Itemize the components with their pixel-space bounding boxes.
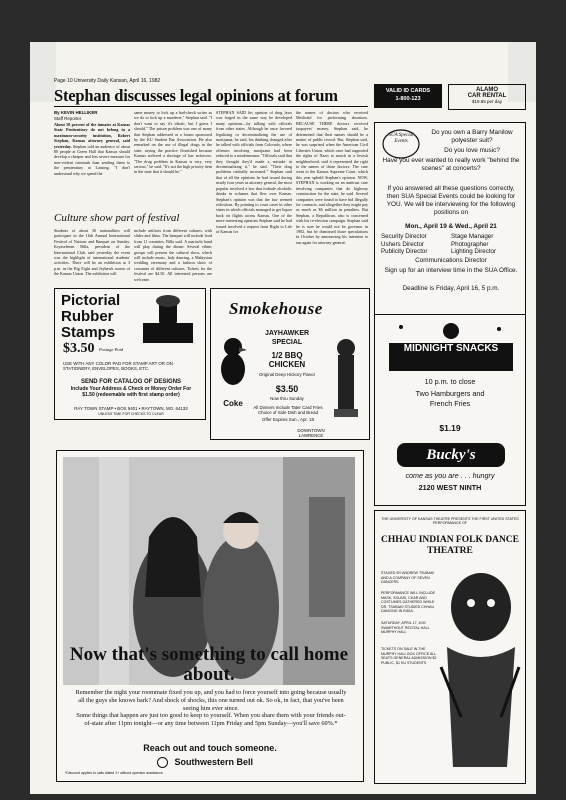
snacks-deal-2: French Fries [429, 399, 471, 408]
bell-copy-2: Some things that happen are just too good to keep to yourself. When you share them with your friends out-of-state after 11pm tonight—or any time between 11pm Friday and 5pm Sunday—you'll save 60%.* [76, 712, 346, 728]
article-column-2: same money to lock up a bad-check writer as we do to lock up a murderer," Stephan said. "I don't want to say it's idiotic, but I guess I should." The prison problem was one of many that Stephan addressed at a forum sponsored by the KU Student Bar Association. He also remarked on the use of illegal drugs in the state, saying the practice flourished because Kansas suffered a shortage of law enforcers. "The drug problem in Kansas is very, very serious," he said. "It's not the high priority item in the state that it should be." [134, 110, 212, 175]
sua-communications: Communications Director [415, 257, 487, 264]
byline-name: By KEVIN HELLIKER [54, 110, 98, 115]
culture-column-2: include artifacts from different cultures, with slides and films. The banquet will include food from 11 countries. Billa said. A mariachi band will play during the dinner. Several ethnic groups will present the cultural show, which will include music, lady dancing, a Malaysian wedding ceremony and a fashion show of costumes of different cultures. Tickets for the festival are $4.50. All interested persons are welcome. [134, 228, 212, 282]
article-column-3: STEPHAN SAID his opinion of drug laws was forged in the same way he developed many opinions—by talking with officials from other states. Although he once favored legalizing or decriminalizing the use of marijuana, he said, his thinking changed after he talked with officials from Colorado, where offenses involving marijuana had been reduced to a misdemeanor. "Officials said that they thought they'd made a mistake in decriminalizing it," he said. "Their drug problems radically increased." Stephan said that of all the opinions he had issued during nearly four years as attorney general, the most popular involved a law that forbade alcoholic drinks in volumes that flew over Kansas. Stephan's opinion was that the law seemed ridiculous. By pointing to court cases in other states in which officials managed to get liquor back on flights across Kansas. One of the more interesting opinions Stephan said he had issued involved a request from Right to Life of Kansas for [216, 110, 292, 234]
article-column-1 [54, 122, 130, 208]
sua-position: Stage Manager [451, 233, 494, 240]
smokehouse-special-1: JAYHAWKER [264, 330, 310, 337]
chhau-title: CHHAU INDIAN FOLK DANCE THEATRE [380, 535, 520, 556]
smokehouse-includes: All Dinners Include Tater Card Fries Choice of Side Dish and Bread [253, 405, 323, 416]
chef-statue-icon [329, 333, 363, 429]
article-lead: About 50 percent of the inmates at Kansas State Penitentiary do not belong in a maximum-security institution, Robert Stephan, Kansas attorney general, said yesterday. [54, 122, 130, 149]
valid-line-1: VALID ID CARDS [385, 88, 431, 94]
newspaper-page [30, 42, 536, 794]
stamps-usage: USE WITH ANY COLOR PAD FOR STAMP ART OR ON STATIONERY, ENVELOPES, BOOKS, ETC. [63, 361, 173, 372]
stamps-address: RAY TOWN STAMP • BOX 9401 • RAYTOWN, MO. 64133 [74, 406, 188, 411]
smokehouse-ad [210, 288, 370, 440]
sua-question-3: Have you ever wanted to really work "behind the scenes" at concerts? [382, 157, 520, 172]
valid-id-cards-ad [374, 84, 442, 108]
smokehouse-logo: Smokehouse [229, 299, 323, 318]
sua-positions-list [381, 233, 521, 256]
dancer-mask-illustration [437, 567, 523, 777]
sua-question-1: Do you own a Barry Manilow polyester suit? [431, 129, 513, 144]
stamps-ad-title: Pictorial Rubber Stamps [61, 292, 121, 341]
byline-role: Staff Reporter [54, 115, 82, 121]
smokehouse-description: Original Deep Hickory Flavor [258, 372, 316, 377]
sua-position: Publicity Director [381, 248, 428, 256]
alamo-line-3: $19.95 per day [471, 99, 503, 104]
sua-deadline: Deadline is Friday, April 16, 5 p.m. [402, 285, 500, 292]
stamps-price-note: Postage Paid [99, 347, 124, 352]
snacks-time: 10 p.m. to close [424, 377, 476, 386]
sua-logo-text: SUA Special Events [388, 133, 414, 144]
buckys-logo: Bucky's [397, 443, 505, 467]
bell-logo-icon [157, 757, 168, 768]
culture-column-1: Students of about 30 nationalities will participate in the 16th Annual International Festival of Nations and Banquet on Sunday. Kryaselenen Billa, president of the International Club, said yesterday the event was the highlight of international students' activities. There will be an exhibition at 3 p.m. in the Big Eight and Jayhawk rooms of the Kansas Union. The exhibition will [54, 228, 130, 277]
sua-special-events-ad [374, 122, 526, 326]
culture-subhead: Culture show part of festival [54, 212, 180, 224]
couple-photo [63, 457, 355, 685]
stamps-catalog-offer [65, 379, 197, 398]
rubber-stamp-illustration [137, 293, 199, 349]
stamps-price: $3.50 [63, 341, 95, 356]
coke-logo: Coke [223, 399, 243, 408]
bell-headline: Now that's something to call home about. [69, 644, 349, 685]
bell-logo [157, 757, 267, 768]
buckys-tagline: come as you are . . . hungry [405, 471, 495, 480]
sua-question-2: Do you love music? [444, 147, 500, 154]
sua-position: Ushers Director [381, 240, 424, 248]
snacks-deal-1: Two Hamburgers and [415, 389, 485, 398]
smokehouse-location: DOWNTOWN LAWRENCE [297, 428, 325, 439]
midnight-snacks-banner: MIDNIGHT SNACKS [389, 343, 513, 371]
alamo-line-1: ALAMO [476, 87, 498, 93]
article-byline [54, 110, 130, 121]
stamps-fine-print: UNLESS TIME FOR CHECKS TO CLEAR [98, 412, 164, 416]
buckys-midnight-snacks-ad [374, 314, 526, 506]
sua-position: Photographer [451, 240, 489, 248]
smokehouse-price: $3.50 [275, 384, 299, 394]
moon-stars-illustration [381, 319, 519, 343]
smokehouse-item-2: CHICKEN [268, 360, 306, 369]
stamps-send-detail: Include Your Address & Check or Money Order For $1.50 (redeemable with first stamp order) [70, 386, 192, 398]
sua-dates: Mon., April 19 & Wed., April 21 [405, 223, 497, 230]
bell-copy [73, 689, 349, 728]
bell-copy-1: Remember the night your roommate fixed you up, and you had to force yourself into going because usually all the guys she knows bark? And shock of shocks, this one turned out ok. So ok, in fact, that you've been seeing him ever since. [75, 689, 347, 712]
valid-line-2: 1-800-123 [395, 96, 421, 102]
sua-signup: Sign up for an interview time in the SUA Office. [384, 267, 518, 274]
smokehouse-special-2: SPECIAL [271, 339, 303, 346]
rubber-stamps-ad [54, 288, 206, 420]
chhau-date: SATURDAY, APRIL 17, 8:00 SWARTHOUT RECITAL HALL MURPHY HALL [381, 621, 430, 635]
chhau-presenter: THE UNIVERSITY OF KANSAS THEATRE PRESENTS THE FIRST UNITED STATES PERFORMANCE OF [381, 517, 519, 526]
alamo-car-rental-ad [448, 84, 526, 110]
chhau-staged: STAGED BY ANDREW TSUBAKI AND A COMPANY OF SEVEN DANCERS [381, 571, 435, 585]
alamo-line-2: CAR RENTAL [467, 93, 507, 99]
buckys-address: 2120 WEST NINTH [418, 483, 482, 492]
stamps-send-title: SEND FOR CATALOG OF DESIGNS [80, 379, 182, 385]
headline-rule [54, 106, 368, 107]
chhau-theatre-ad [374, 510, 526, 784]
bell-logo-text: Southwestern Bell [174, 757, 254, 767]
chhau-tickets: TICKETS ON SALE IN THE MURPHY HALL BOX OFFICE ALL SEATS GENERAL ADMISSION $2 PUBLIC, $1 KU STUDENTS [381, 647, 437, 665]
jayhawk-icon [217, 333, 249, 393]
smokehouse-expiry: Offer Expires Sun., Apr. 18 [262, 417, 314, 422]
article-headline: Stephan discusses legal opinions at forum [54, 86, 338, 105]
article-column-4: the names of doctors who received Medicaid for performing abortions. BECAUSE THERE doctors received taxpayers' money, Stephan said, he determined that their names should be a matter of public record. But, Stephan said, he was surprised when the American Civil Liberties Union, which once had supported the rights of Nazis to march in a Jewish neighborhood, said it represented the right to the names of those doctors. The case went to the Kansas Supreme Court, which this year upheld Stephan's opinion. NOW, STEPHAN is working on an antitrust case involving companies that do highway construction for the state, he said. Several companies were found to have bid illegally for contracts, and altogether they might pay as much as $6 million in penalties. But Stephan, a Republican, also is concerned with his re-election campaign. Stephan said he is sure he would not be governor in 1982, but he dismissed those speculations in October by announcing his intention to run again for attorney general. [296, 110, 368, 245]
article-col1-body: Stephan told an audience of about 80 people at Green Hall that Kansas should develop a cheaper and less severe measure for non-violent criminals than sending them to the penitentiary at Lansing. "I don't understand why we spend the [54, 143, 130, 176]
bell-tagline: Reach out and touch someone. [143, 743, 277, 753]
sua-intro: If you answered all these questions correctly, then SUA Special Events could be looking for YOU. We will be interviewing for the following positions on [386, 185, 516, 216]
southwestern-bell-ad [56, 450, 364, 782]
page-clip-left [30, 42, 56, 102]
snacks-price: $1.19 [439, 423, 461, 433]
page-folio: Page 10 University Daily Kansan, April 16, 1982 [54, 78, 161, 84]
sua-position: Lighting Director [451, 248, 497, 256]
chhau-performance: PERFORMANCE WILL INCLUDE MASK, SOUND, CHAR AND COSTUMES GATHERED WHILE DR. TSUBAKI STUDIED CHHAU DANCING IN INDIA. [381, 591, 435, 614]
smokehouse-item-1: 1/2 BBQ [271, 351, 303, 360]
smokehouse-serving: Now thru Sunday [270, 396, 304, 401]
bell-fine-print: *Discount applies to calls dialed 1+ without operator assistance. [65, 771, 164, 775]
sua-position: Security Director [381, 233, 427, 240]
